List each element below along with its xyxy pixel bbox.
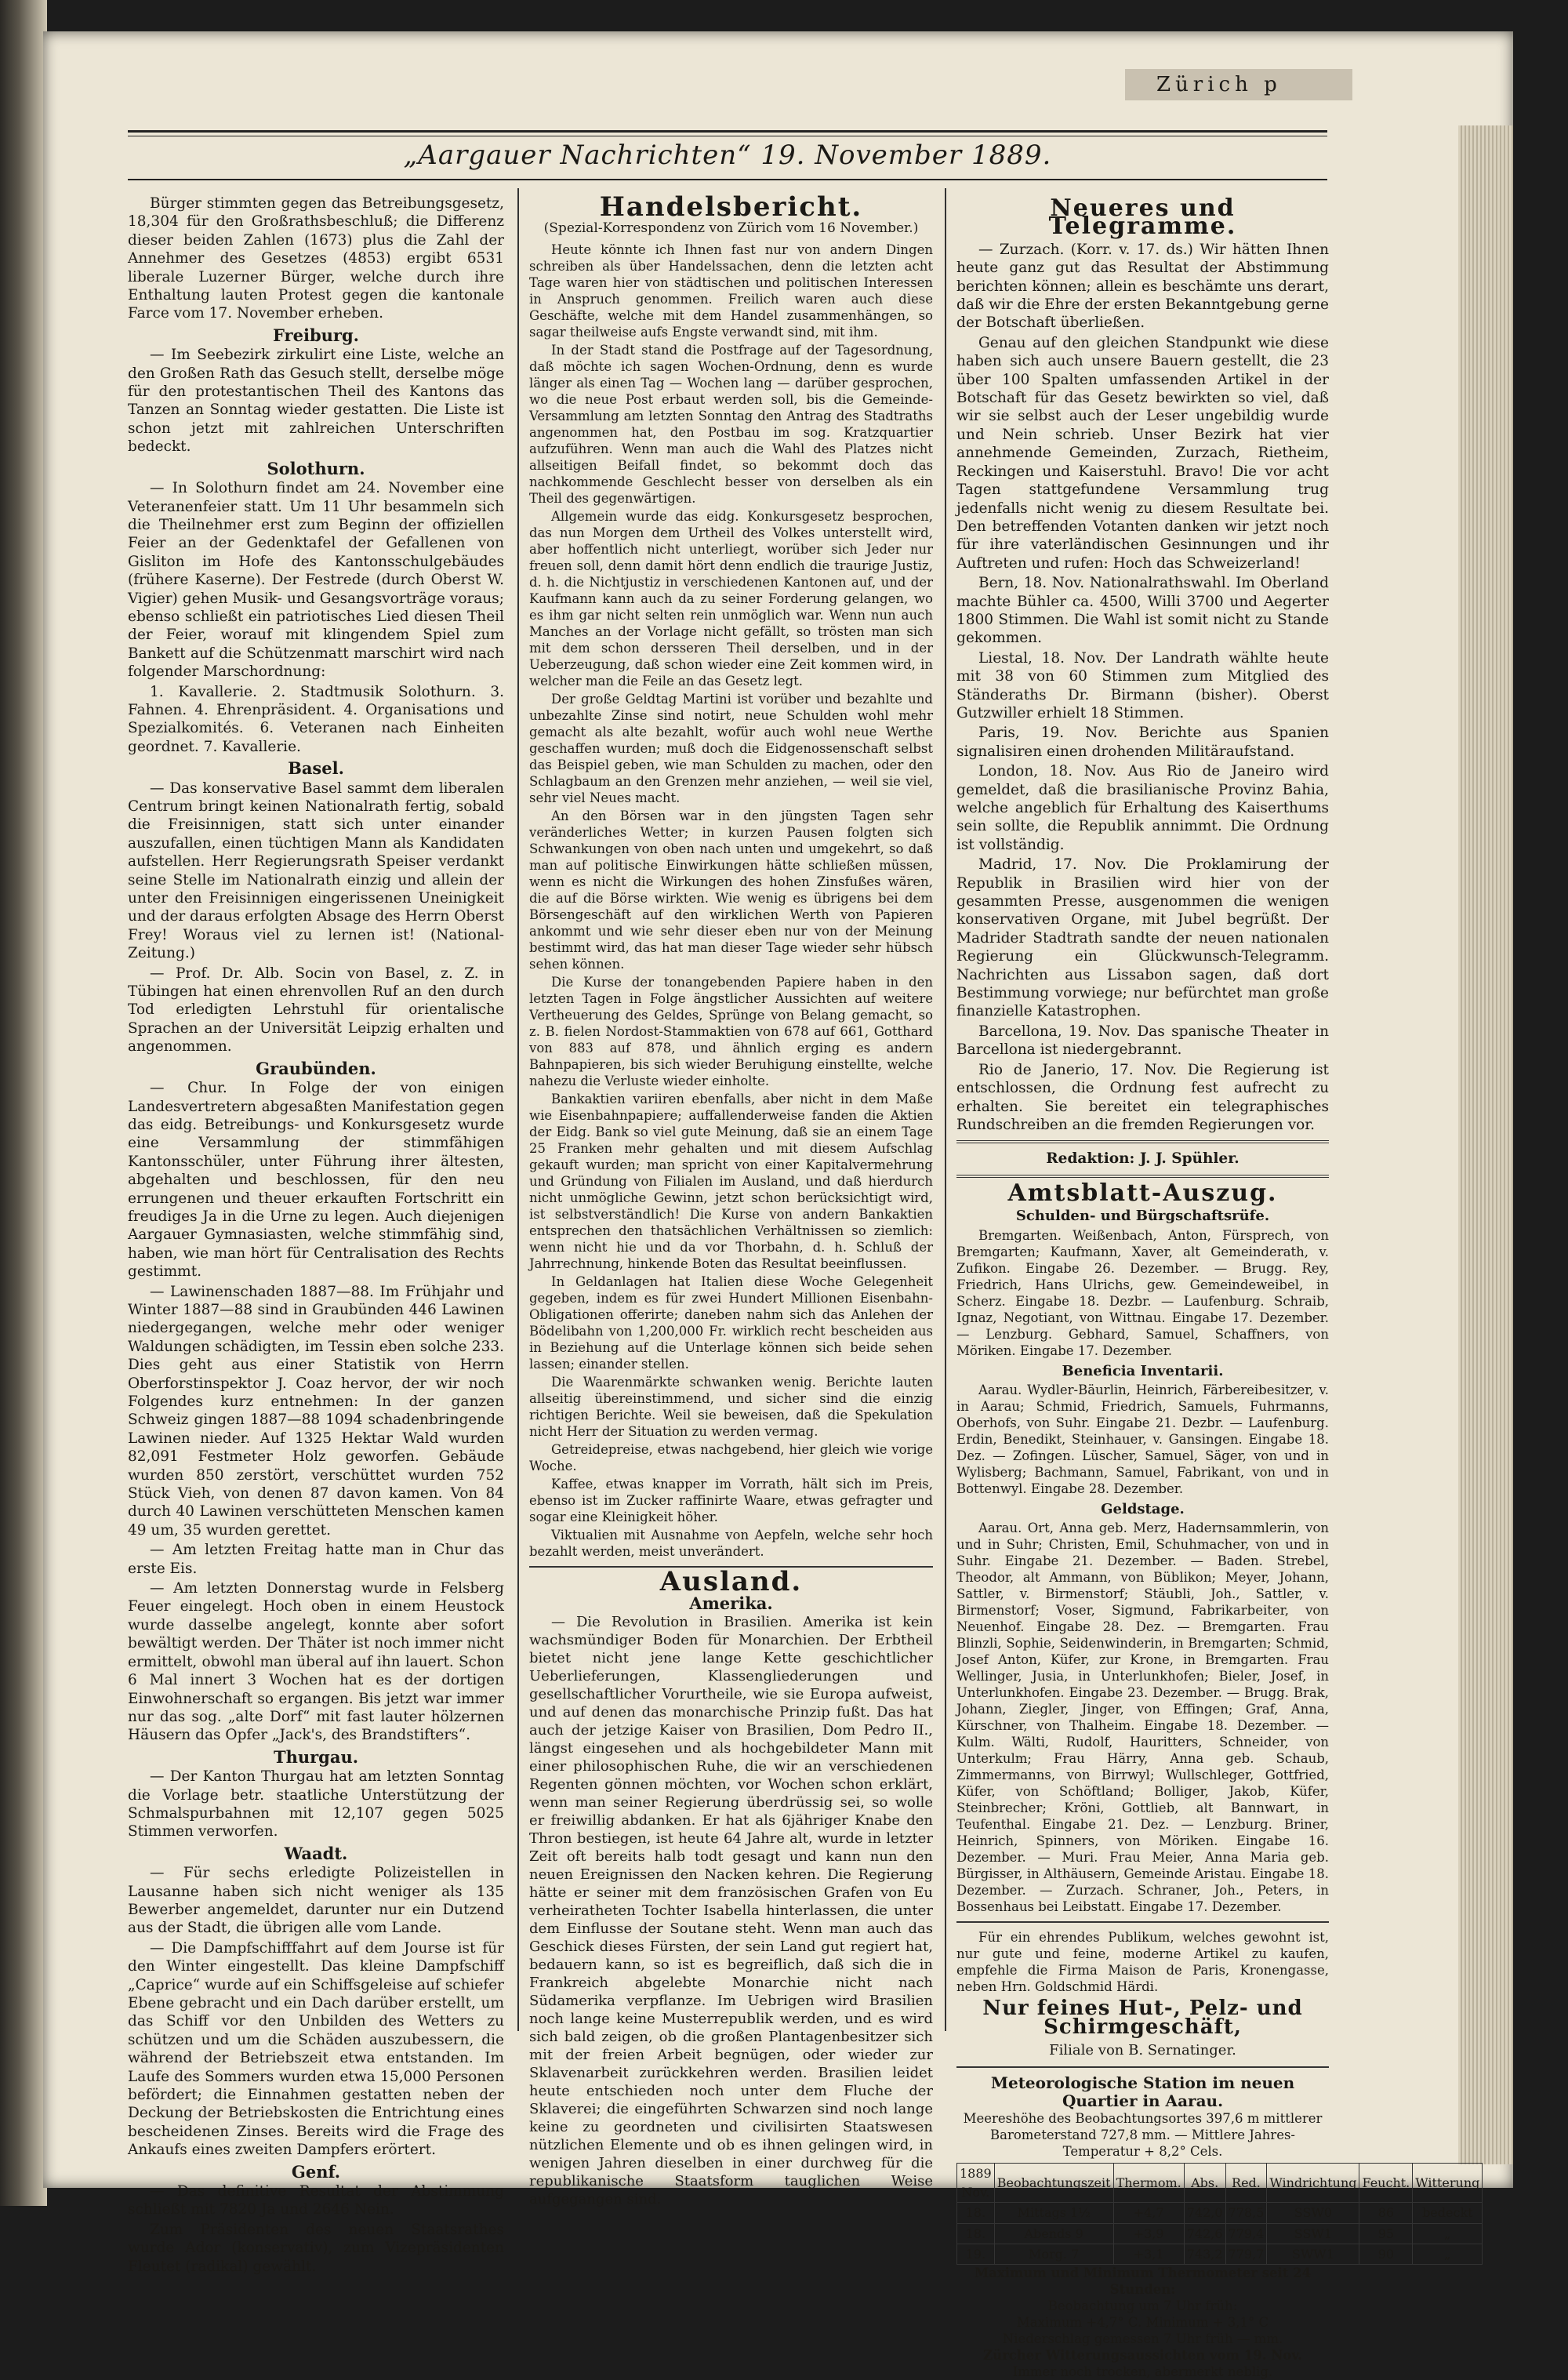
table-cell: 742,0 <box>1184 2203 1225 2223</box>
table-cell: SSW1 <box>1267 2223 1359 2244</box>
article-text: Rio de Janerio, 17. Nov. Die Regierung ist entschlossen, die Ordnung fest aufrecht zu erhalten. Sie bereitet ein telegraphisches Rundschreiben an die fremden Regierungen vor. <box>956 1061 1329 1133</box>
article-text: London, 18. Nov. Aus Rio de Janeiro wird gemeldet, daß die brasilianische Provinz Bahia, welche angeblich für Erhaltung des Kaiserthums sein sollte, die Republik annimmt. Die Ordnung ist vollständig. <box>956 763 1329 853</box>
advert-headline: Nur feines Hut-, Pelz- und Schirmgeschäft, <box>982 1997 1303 2039</box>
article-text: Die Kurse der tonangebenden Papiere haben in den letzten Tagen in Folge ängstlicher Aussichten auf weitere Vertheuerung des Geldes, Sprünge von Belang gemacht, so z. B. fielen Nordost-Stammaktien von 678 auf 661, Gotthard von 883 auf 878, und ähnlich erging es andern Bahnpapieren, bis sich wieder Beruhigung einstellte, welche nahezu die Verluste wieder einholte. <box>529 975 933 1088</box>
section-title-ausland: Ausland. <box>659 1566 803 1597</box>
article-text: — Zurzach. (Korr. v. 17. ds.) Wir hätten Ihnen heute ganz gut das Resultat der Abstimmung berichten können; allein es beschämte uns derart, daß wir die Ehre der ersten Bekanntgebung gerne der Botschaft überließen. <box>956 241 1329 332</box>
table-header-row <box>957 2164 1483 2203</box>
section-heading: Schulden- und Bürgschaftsrüfe. <box>1015 1208 1270 1225</box>
article-text: Zum Präsidenten des neuen Staatsrathes wurde Ador (konservativ), zum Vizepräsidenten Fleutet (radikal) gewählt. <box>128 2221 504 2275</box>
table-cell: 90 <box>1359 2244 1413 2265</box>
table-cell: 779,7 <box>1225 2244 1267 2265</box>
masthead: „Aargauer Nachrichten“ 19. November 1889. <box>403 140 1052 171</box>
section-heading: Amerika. <box>689 1593 773 1613</box>
article-text: Paris, 19. Nov. Berichte aus Spanien signalisiren einen drohenden Militäraufstand. <box>956 725 1329 760</box>
article-text: Viktualien mit Ausnahme von Aepfeln, welche sehr hoch bezahlt werden, meist unverändert. <box>529 1528 933 1559</box>
notice-text: Bremgarten. Weißenbach, Anton, Fürsprech, von Bremgarten; Kaufmann, Xaver, alt Gemeinderath, v. Zufikon. Eingabe 26. Dezember. — Brugg. Rey, Friedrich, Hans Ulrichs, gew. Gemeindeweibel, in Scherz. Eingabe 18. Dezbr. — Laufenburg. Schraib, Ignaz, Negotiant, von Wittnau. Eingabe 17. Dezember. — Lenzburg. Gebhard, Samuel, Schaffners, von Möriken. Eingabe 17. Dezember. <box>956 1227 1329 1358</box>
section-divider <box>956 2066 1329 2068</box>
table-header-cell: Feucht. <box>1359 2164 1413 2203</box>
article-text: — Das konservative Basel sammt dem liberalen Centrum bringt keinen Nationalrath fertig, sobald die Freisinnigen, statt sich unter einander auszufallen, einen tüchtigen Mann als Kandidaten aufstellen. Herr Regierungsrath Speiser verdankt seine Stelle im Nationalrath einzig und allein der unter den Freisinnigen eingerissenen Uneinigkeit und der daraus erfolgten Absage des Herrn Oberst Frey! Woraus viel zu lernen ist! (National-Zeitung.) <box>128 779 504 962</box>
weather-footnote: Beobachtung um 7 Uhr früh: <box>1047 2298 1238 2314</box>
section-heading: Solothurn. <box>267 458 365 478</box>
article-text: Bankaktien variiren ebenfalls, aber nicht in dem Maße wie Eisenbahnpapiere; auffallenderweise fanden die Aktien der Eidg. Bank so viel gute Meinung, daß sie an einem Tage 25 Franken mehr gehalten und mit diesem Aufschlag gekauft wurden; man spricht von einer Kapitalvermehrung und Gründung von Filialen im Ausland, und daß hierdurch nicht unmögliche Gewinn, jetzt schon berücksichtigt wird, ist selbstverständlich! Die Kurse von andern Bankaktien entsprechen den thatsächlichen Verhältnissen so ziemlich: wenn nicht hie und da vor Thorbahn, d. h. Schluß der Jahrrechnung, hinkende Boten das Resultat beeinflussen. <box>529 1092 933 1271</box>
section-heading: Basel. <box>288 758 344 779</box>
weather-table <box>956 2163 1483 2265</box>
article-text: — Lawinenschaden 1887—88. Im Frühjahr und Winter 1887—88 sind in Graubünden 446 Lawinen niedergegangen, welche mehr oder weniger Waldungen schädigten, im Tessin eben solche 233. Dies geht aus einer Statistik von Herrn Oberforstinspektor J. Coaz hervor, der wir noch Folgendes kurz entnehmen: In der ganzen Schweiz gingen 1887—88 1094 schadenbringende Lawinen nieder. Auf 1325 Hektar Wald wurden 82,091 Festmeter Holz geworfen. Gebäude wurden 850 zerstört, verschüttet wurden 752 Stück Vieh, von denen 87 davon kamen. Von 84 durch 40 Lawinen verschütteten Menschen kamen 49 um, 35 wurden gerettet. <box>128 1283 504 1539</box>
section-subtitle: (Spezial-Korrespondenz von Zürich vom 16 November.) <box>543 220 919 236</box>
table-cell: 18. <box>957 2223 995 2244</box>
table-cell: 19. <box>957 2244 995 2265</box>
page-stack <box>1458 125 1513 2164</box>
table-cell: 86 <box>1359 2203 1413 2223</box>
advert-subline: Filiale von B. Sernatinger. <box>1049 2042 1236 2059</box>
weather-footnote: Niederschlag gemessen 7 Uhr früh — mm. <box>1002 2331 1283 2347</box>
article-text: Der große Geldtag Martini ist vorüber und bezahlte und unbezahlte Zinse sind notirt, neue Schulden wohl mehr gemacht als alte bezahlt, wofür auch wohl neue Werthe geschaffen wurden; muß doch die Eidgenossenschaft selbst das Beispiel geben, wie man Schulden zu machen, oder den Schlagbaum an den Grenzen mehr anziehen, — weil sie viel, sehr viel Neues macht. <box>529 692 933 805</box>
article-text: In Geldanlagen hat Italien diese Woche Gelegenheit gegeben, indem es für zwei Hundert Millionen Eisenbahn-Obligationen offerirte; daneben nahm sich das Anlehen der Bödelibahn von 1,200,000 Fr. wirklich recht bescheiden aus in Beziehung auf die Unterlage können sich beide sehen lassen; einander stellen. <box>529 1274 933 1372</box>
section-heading: Genf. <box>291 2161 341 2182</box>
table-row <box>957 2223 1483 2244</box>
notice-text: Aarau. Wydler-Bäurlin, Heinrich, Färbereibesitzer, v. in Aarau; Schmid, Friedrich, Samuels, Fuhrmanns, Oberhofs, von Suhr. Eingabe 21. Dezbr. — Laufenburg. Erdin, Benedikt, Steinhauer, v. Gansingen. Eingabe 18. Dez. — Zofingen. Lüscher, Samuel, Säger, von und in Wylisberg; Bachmann, Samuel, Fabrikant, von und in Bottenwyl. Eingabe 28. Dezember. <box>956 1382 1329 1496</box>
table-cell: Mittags 1½ <box>994 2203 1113 2223</box>
article-text: An den Börsen war in den jüngsten Tagen sehr veränderliches Wetter; in kurzen Pausen folgten sich Schwankungen von oben nach unten und umgekehrt, so daß man auf politische Einwirkungen hätte schließen müssen, wenn es nicht die Wirkungen des hohen Zinsfußes wären, die auf die Börse wirkten. Wie wenig es übrigens bei dem Börsengeschäft auf den wirklichen Werth von Papieren ankommt und wie sehr dieser eben nur von der Meinung bestimmt wird, das hat man dieser Tage wieder sehr hübsch sehen können. <box>529 808 933 972</box>
article-text: Bürger stimmten gegen das Betreibungsgesetz, 18,304 für den Großrathsbeschluß; die Differenz dieser beiden Zahlen (1673) plus die Zahl der Annehmer des Gesetzes (4853) ergibt 6531 liberale Luzerner Bürger, welche durch ihre Enthaltung lauten Protest gegen die kantonale Farce vom 17. November erheben. <box>128 195 504 322</box>
table-cell: 743,2 <box>1184 2244 1225 2265</box>
table-cell: +4,7 <box>1113 2203 1184 2223</box>
table-cell: 18. <box>957 2203 995 2223</box>
archive-tab: Zürich p <box>1125 69 1352 100</box>
weather-station-title: Meteorologische Station im neuen Quartier in Aarau. <box>990 2073 1295 2110</box>
article-text: Die Waarenmärkte schwanken wenig. Berichte lauten allseitig übereinstimmend, und sicher sind die einzig richtigen Berichte. Weil sie beweisen, daß die Spekulation nicht Herr der Situation zu werden vermag. <box>529 1375 933 1439</box>
table-cell: Morg. 7 <box>994 2244 1113 2265</box>
column-divider <box>517 188 519 2031</box>
article-text: — Der Kanton Thurgau hat am letzten Sonntag die Vorlage betr. staatliche Unterstützung der Schmalspurbahnen mit 12,107 gegen 5025 Stimmen verworfen. <box>128 1768 504 1840</box>
section-title-handelsbericht: Handelsbericht. <box>599 191 863 223</box>
article-text: In der Stadt stand die Postfrage auf der Tagesordnung, daß möchte ich sagen Wochen-Ordnung, denn es wurde länger als einen Tag — Wochen lang — darüber gesprochen, wo die neue Post erbaut werden soll, bis die Gemeinde-Versammlung am letzten Sonntag den Antrag des Stadtraths angenommen hat, den Postbau im sog. Kratzquartier aufzuführen. Wenn man auch die Wahl des Platzes nicht allseitigen Beifall findet, so bekommt doch das nachkommende Geschlecht besser von derselben als ein Theil des gegenwärtigen. <box>529 343 933 506</box>
article-text: — Das definitive Resultat der Abstimmung schließt mit 7820 Ja und 2646 Nein. <box>128 2183 504 2218</box>
table-cell: +3,9 <box>1113 2223 1184 2244</box>
table-cell: 95 <box>1359 2223 1413 2244</box>
article-text: — Die Revolution in Brasilien. Amerika ist kein wachsmündiger Boden für Monarchien. Der Erbtheil bietet nicht jene lange Kette geschichtlicher Ueberlieferungen, Klassengliederungen und gesellschaftlicher Vorurtheile, wie sie Europa aufweist, und auf denen das monarchische Prinzip fußt. Das hat auch der jetzige Kaiser von Brasilien, Dom Pedro II., längst eingesehen und als hochgebildeter Mann mit einer philosophischen Ruhe, die wir an verschiedenen Regenten gönnen möchten, vor Wochen schon erklärt, wenn man seiner Regierung überdrüssig sei, so wolle er freiwillig abdanken. Er hat als 6jähriger Knabe den Thron bestiegen, ist heute 64 Jahre alt, wurde in letzter Zeit oft bereits halb todt gesagt und kann nun den neuen Ereignissen den Nacken kehren. Die Regierung hätte er seiner mit dem französischen Grafen von Eu verheiratheten Tochter Isabella hinterlassen, die unter dem Einflusse der Soutane steht. Wenn man auch das Geschick dieses Fürsten, der sein Land gut regiert hat, bedauern kann, so ist es begreiflich, daß sich die in Frankreich abgelebte Monarchie nicht nach Südamerika verpflanze. Im Uebrigen wird Brasilien noch lange keine Musterrepublik werden, und es wird sich bald zeigen, ob die großen Plantagenbesitzer sich mit der freien Arbeit begnügen, oder wieder zur Sklavenarbeit zurückkehren werden. Brasilien leidet heute entschieden noch unter dem Fluche der Sklaverei; die eingeführten Schwarzen sind noch lange keine zu geordneten und civilisirten Staatswesen nützlichen Elemente und ob es ihnen gelingen wird, in wenigen Jahren dieselben in einer durchweg für die republikanische Staatsform tauglichen Weise aufgegangen sind. <box>529 1614 933 2207</box>
table-cell: SWW1 <box>1267 2244 1359 2265</box>
weather-footnote: Zürcher Witterungsaussichten vom 19. Nov. <box>983 2348 1302 2364</box>
table-cell: 779,4 <box>1225 2223 1267 2244</box>
article-text: Kaffee, etwas knapper im Vorrath, hält sich im Preis, ebenso ist im Zucker raffinirte Waare, etwas gefragter und sogar eine Kleinigkeit höher. <box>529 1477 933 1524</box>
article-text: 1. Kavallerie. 2. Stadtmusik Solothurn. 3. Fahnen. 4. Ehrenpräsident. 4. Organisations und Spezialkomités. 6. Veteranen nach Einheiten geordnet. 7. Kavallerie. <box>128 683 504 755</box>
table-header-cell: Windrichtung <box>1267 2164 1359 2203</box>
section-divider <box>956 1175 1329 1178</box>
article-text: — Am letzten Donnerstag wurde in Felsberg Feuer eingelegt. Hoch oben in einem Heustock wurde dasselbe angelegt, konnte aber sofort bewältigt werden. Der Thäter ist noch immer nicht ermittelt, obwohl man überal auf ihn lauert. Schon 6 Mal innert 3 Wochen hat es der dortigen Einwohnerschaft so ergangen. Bis jetzt war immer nur das sog. „alte Dorf“ mit fast lauter hölzernen Häusern das Opfer „Jack's, des Brandstifters“. <box>128 1580 504 1744</box>
section-title-amtsblatt: Amtsblatt-Auszug. <box>1007 1179 1278 1207</box>
section-divider <box>956 1140 1329 1143</box>
table-cell: bedeckt <box>1413 2203 1483 2223</box>
advert-text: Für ein ehrendes Publikum, welches gewohnt ist, nur gute und feine, moderne Artikel zu kaufen, empfehle die Firma Maison de Paris, Kronengasse, neben Hrn. Goldschmid Härdi. <box>956 1930 1329 1995</box>
weather-footnote: Maximum und Minimum Thermometer seit 24 Stunden: <box>974 2266 1312 2298</box>
column-3 <box>956 194 1480 2380</box>
article-text: Getreidepreise, etwas nachgebend, hier gleich wie vorige Woche. <box>529 1442 933 1473</box>
article-text: — In Solothurn findet am 24. November eine Veteranenfeier statt. Um 11 Uhr besammeln sich die Theilnehmer erst zum Beginn der offiziellen Feier an der Gedenktafel der Gefallenen von Gisliton im Hofe des Kantonsschulgebäudes (frühere Kaserne). Der Festrede (durch Oberst W. Vigier) gehen Musik- und Gesangsvorträge voraus; ebenso schließt ein patriotisches Lied diesen Theil der Feier, worauf mit klingendem Spiel zum Bankett auf die Schützenmatt marschirt wird nach folgender Marschordnung: <box>128 480 504 681</box>
table-cell: „ <box>1413 2244 1483 2265</box>
article-text: Barcellona, 19. Nov. Das spanische Theater in Barcellona ist niedergebrannt. <box>956 1023 1329 1059</box>
article-text: Bern, 18. Nov. Nationalrathswahl. Im Oberland machte Bühler ca. 4500, Willi 3700 und Aegerter 1800 Stimmen. Die Wahl ist somit nicht zu Stande gekommen. <box>956 575 1329 647</box>
section-heading: Thurgau. <box>273 1746 359 1767</box>
section-heading: Geldstage. <box>1101 1500 1185 1517</box>
article-text: Madrid, 17. Nov. Die Proklamirung der Republik in Brasilien wird hier von der gesammten Presse, ausgenommen die wenigen konservativen Organe, mit Jubel begrüßt. Der Madrider Stadtrath sandte der neuen nationalen Regierung ein Glückwunsch-Telegramm. Nachrichten aus Lissabon sagen, daß dort Bestimmung vorwiege; nur befürchtet man große finanzielle Katastrophen. <box>956 856 1329 1020</box>
table-header-cell: Thermom. <box>1113 2164 1184 2203</box>
article-text: Genau auf den gleichen Standpunkt wie diese haben sich auch unsere Bauern gestellt, die 23 über 100 Spalten umfassenden Artikel in der Botschaft für das Gesetz bewirkten so viel, daß wir sie selbst auch der Leser ungebildig wurde und Nein schrieb. Unser Bezirk hat vier annehmende Gemeinden, Zurzach, Rietheim, Reckingen und Kaiserstuhl. Bravo! Die vor acht Tagen stattgefundene Versammlung trug jedenfalls nicht wenig zu diesem Resultate bei. Den betreffenden Votanten danken wir jetzt noch für ihre vaterländischen Gesinnungen und ihr Auftreten und rufen: Hoch das Schweizerland! <box>956 334 1329 572</box>
table-header-cell: 1889 Nov. <box>957 2164 995 2203</box>
table-cell: 778,5 <box>1225 2203 1267 2223</box>
article-text: — Für sechs erledigte Polizeistellen in Lausanne haben sich nicht weniger als 135 Bewerber angemeldet, darunter nur ein Dutzend aus der Stadt, die übrigen alle vom Lande. <box>128 1865 504 1937</box>
notice-text: Aarau. Ort, Anna geb. Merz, Hadernsammlerin, von und in Suhr; Christen, Emil, Schuhmacher, von und in Suhr. Eingabe 21. Dezember. — Baden. Strebel, Theodor, alt Ammann, von Büblikon; Meyer, Johann, Sattler, v. Birmenstorf; Stäubli, Joh., Sattler, v. Birmenstorf; Voser, Sigmund, Fabrikarbeiter, von Neuenhof. Eingabe 28. Dez. — Bremgarten. Frau Blinzli, Sophie, Seidenwinderin, in Bremgarten; Schmid, Josef Anton, Küfer, zur Krone, in Bremgarten. Frau Wellinger, Jusia, in Unterlunkhofen; Bieler, Josef, in Unterlunkhofen. Eingabe 23. Dezember. — Brugg. Brak, Johann, Ziegler, Jinger, von Effingen; Graf, Anna, Kürschner, von Thalheim. Eingabe 18. Dezember. — Kulm. Wälti, Rudolf, Hauritters, Schneider, von Unterkulm; Frau Härry, Anna geb. Schaub, Zimmermanns, von Birrwyl; Wullschleger, Gottfried, Küfer, von Schöftland; Bolliger, Jakob, Küfer, Steinbrecher; Kröni, Gottlieb, alt Bannwart, in Teufenthal. Eingabe 21. Dez. — Lenzburg. Briner, Heinrich, Spinners, von Möriken. Eingabe 16. Dezember. — Muri. Frau Meier, Anna Maria geb. Bürgisser, in Althäusern, Gemeinde Aristau. Eingabe 18. Dezember. — Zurzach. Schraner, Joh., Peters, in Bossenhaus bei Leibstatt. Eingabe 17. Dezember. <box>956 1521 1329 1915</box>
top-rule <box>128 130 1327 133</box>
article-text: — Prof. Dr. Alb. Socin von Basel, z. Z. in Tübingen hat einen ehrenvollen Ruf an den durch Tod erledigten Lehrstuhl für orientalische Sprachen an der Universität Leipzig erhalten und angenommen. <box>128 965 504 1056</box>
weather-footnote: Maximum +4,7° C. Minimum + 3,1° C <box>1016 2315 1269 2331</box>
article-text: Liestal, 18. Nov. Der Landrath wählte heute mit 38 von 60 Stimmen zum Mitglied des Ständeraths Dr. Birmann (bisher). Oberst Gutzwiller erhielt 18 Stimmen. <box>956 649 1329 721</box>
table-cell: 742,6 <box>1184 2223 1225 2244</box>
section-heading: Graubünden. <box>256 1058 376 1078</box>
table-cell: SSW0 <box>1267 2203 1359 2223</box>
section-title-telegramme: Neueres und Telegramme. <box>1048 194 1237 241</box>
article-text: Allgemein wurde das eidg. Konkursgesetz besprochen, das nun Morgen dem Urtheil des Volkes unterstellt wird, aber hoffentlich nicht unterliegt, worüber sich Jeder nur freuen soll, denn damit hört denn endlich die traurige Justiz, d. h. die Nichtjustiz in verschiedenen Kantonen auf, und der Kaufmann kann auch da zu seiner Forderung gelangen, wo es ihm gar nicht selten rein unmöglich war. Wenn nun auch Manches an der Vorlage nicht gefällt, so trösten man sich mit dem schon dersseren Theil derselben, und in der Ueberzeugung, daß schon wieder eine Zeit kommen wird, in welcher man die Feile an das Gesetz legt. <box>529 509 933 689</box>
article-text: — Im Seebezirk zirkulirt eine Liste, welche an den Großen Rath das Gesuch stellt, derselbe möge für den protestantischen Theil des Kantons das Tanzen an Sonntag wieder gestatten. Die Liste ist schon jetzt mit zahlreichen Unterschriften bedeckt. <box>128 347 504 456</box>
table-cell: „ <box>1413 2223 1483 2244</box>
editor-line: Redaktion: J. J. Spühler. <box>1046 1150 1240 1168</box>
article-text: — Die Dampfschifffahrt auf dem Jourse ist für den Winter eingestellt. Das kleine Dampfschiff „Caprice“ wurde auf ein Schiffsgeleise auf schiefer Ebene gebracht und ein Dach darüber erstellt, um das Schiff vor den Unbilden des Wetters zu schützen und um die Schäden auszubessern, die während der Betriebszeit etwa entstanden. Im Laufe des Sommers wurden etwa 15,000 Personen befördert; die Einnahmen gestatten neben der Deckung der Betriebskosten die Entrichtung eines bescheidenen Zinses. Bereits wird die Frage des Ankaufs eines zweiten Dampfers erörtert. <box>128 1939 504 2159</box>
table-cell: Abends 9 <box>994 2223 1113 2244</box>
section-heading: Freiburg. <box>273 325 359 345</box>
table-header-cell: Witterung <box>1413 2164 1483 2203</box>
section-heading: Waadt. <box>284 1843 348 1863</box>
table-header-cell: Beobachtungszeit <box>994 2164 1113 2203</box>
article-text: Heute könnte ich Ihnen fast nur von andern Dingen schreiben als über Handelssachen, denn die letzten acht Tage waren hier von städtischen und politischen Interessen in Anspruch genommen. Freilich waren auch diese Geschäfte, welche mit dem Handel zusammenhängen, so sagar theilweise aufs Engste verwandt sind, mit ihm. <box>529 242 933 340</box>
table-header-cell: Red. <box>1225 2164 1267 2203</box>
table-header-cell: Abs. <box>1184 2164 1225 2203</box>
header-rule <box>128 179 1327 180</box>
column-divider <box>945 188 946 2031</box>
column-2 <box>529 191 933 2207</box>
column-1 <box>128 194 504 2275</box>
section-divider <box>956 1921 1329 1923</box>
table-cell: +3,1 <box>1113 2244 1184 2265</box>
article-text: — Am letzten Freitag hatte man in Chur das erste Eis. <box>128 1542 504 1577</box>
table-row <box>957 2244 1483 2265</box>
section-heading: Beneficia Inventarii. <box>1062 1362 1224 1379</box>
book-edge <box>0 0 47 2206</box>
weather-station-info: Meereshöhe des Beobachtungsortes 397,6 m mittlerer Barometerstand 727,8 mm. — Mittlere Jahres-Temperatur + 8,2° Cels. <box>963 2111 1323 2160</box>
article-text: — Chur. In Folge der von einigen Landesvertretern abgesaßten Manifestation gegen das eidg. Betreibungs- und Konkursgesetz wurde eine Versammlung der stimmfähigen Kantonsschüler, unter Führung ihrer ältesten, abgehalten und beschlossen, für den neu errungenen und theuer erkauften Fortschritt ein freudiges Ja in die Urne zu legen. Auch diejenigen Aargauer Gymnasiasten, welche stimmfähig sind, haben, wie man hört für Centralisation des Rechts gestimmt. <box>128 1080 504 1281</box>
table-row <box>957 2203 1483 2223</box>
weather-footnote: Immer noch trocken, abermerkt neblig. <box>1012 2364 1273 2380</box>
